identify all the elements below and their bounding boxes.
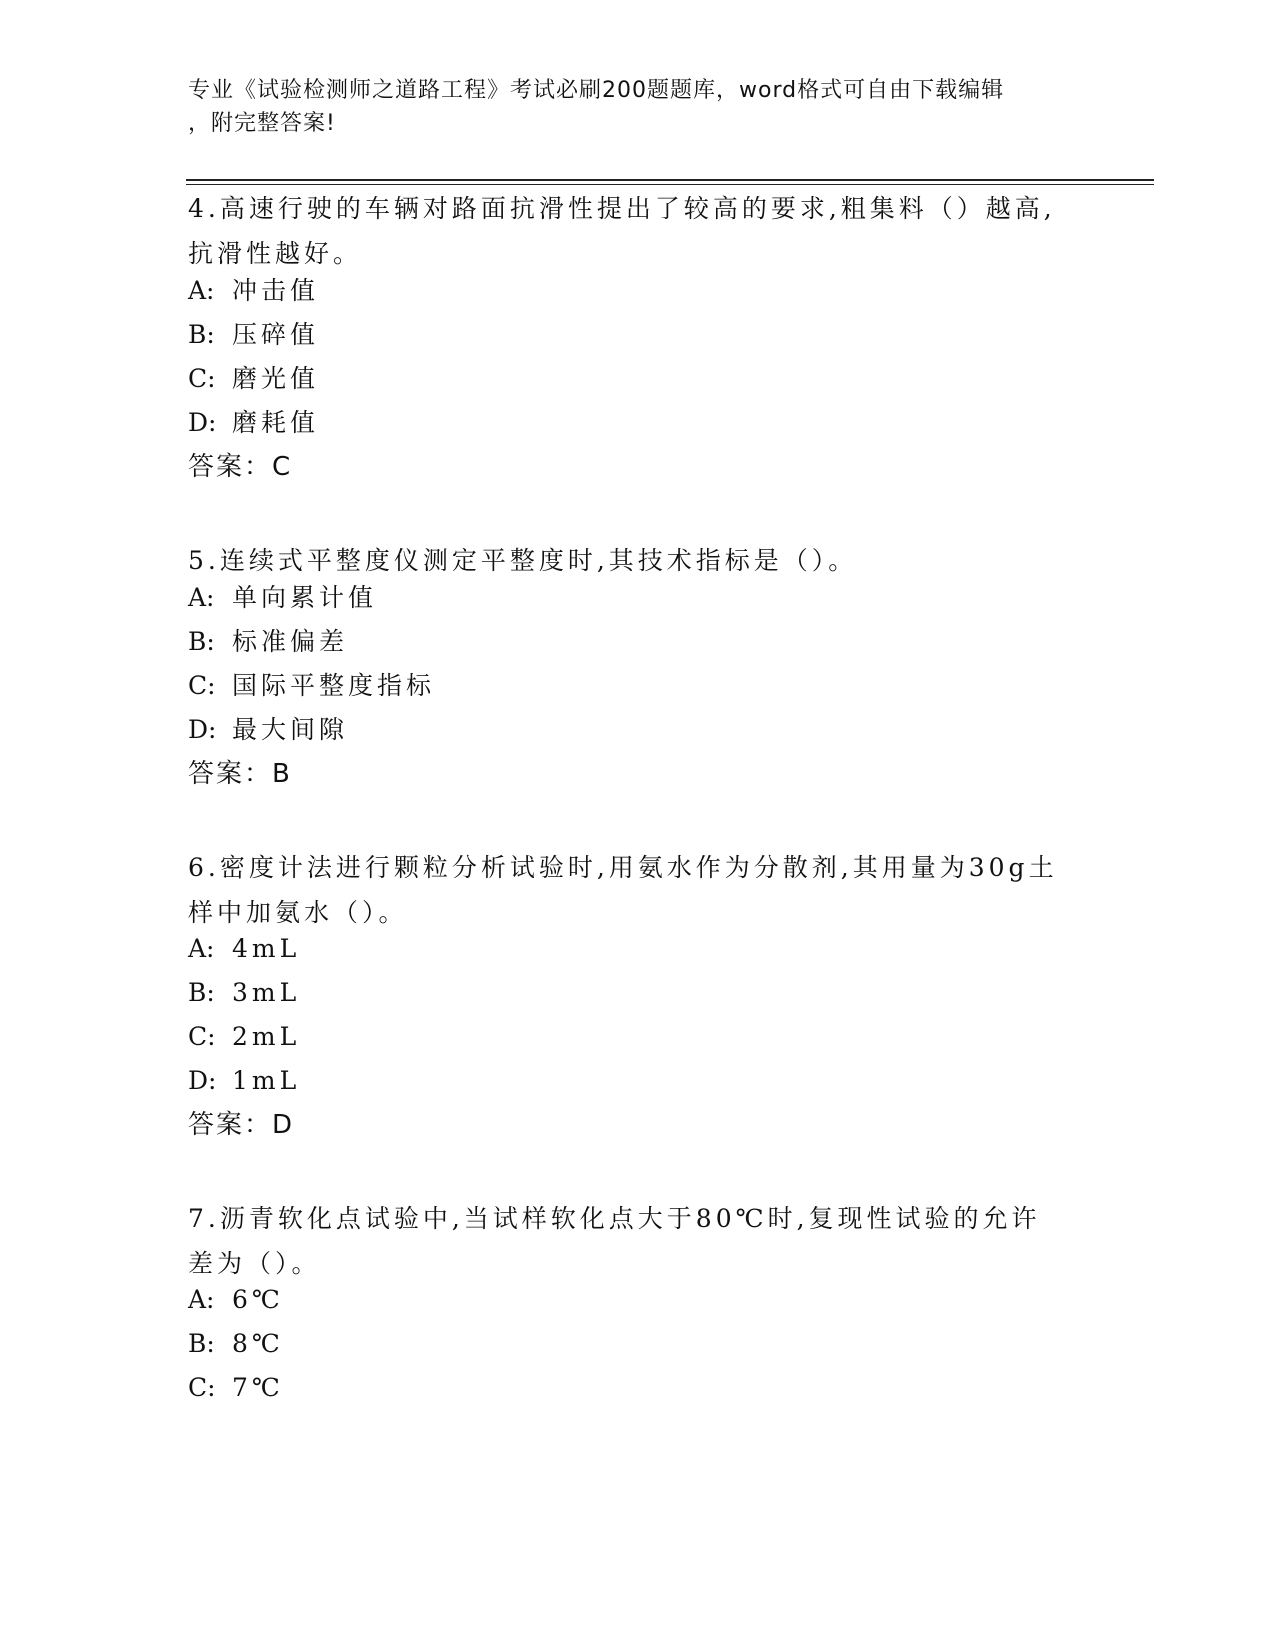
option-d (188, 407, 319, 439)
option-letter: B: (188, 1329, 215, 1358)
option-letter: A: (188, 934, 215, 963)
option-letter: D: (188, 1066, 217, 1095)
option-letter: C: (188, 1373, 216, 1402)
option-letter: C: (188, 671, 216, 700)
question-text: 7.沥青软化点试验中,当试样软化点大于80℃时,复现性试验的允许差为（）。 (188, 1204, 1041, 1278)
header-divider-thin (186, 184, 1154, 185)
header-divider-thick (186, 179, 1154, 181)
option-b (188, 1328, 284, 1360)
option-letter: B: (188, 978, 215, 1007)
option-letter: C: (188, 1022, 216, 1051)
option-d (188, 1065, 300, 1097)
option-text: 标准偏差 (232, 627, 349, 656)
option-c (188, 1372, 284, 1404)
question-text: 5.连续式平整度仪测定平整度时,其技术指标是（）。 (188, 546, 858, 575)
option-text: 国际平整度指标 (232, 671, 436, 700)
option-a (188, 933, 300, 965)
option-b (188, 977, 300, 1009)
answer-line: 答案：C (188, 452, 293, 482)
option-text: 7℃ (232, 1373, 284, 1402)
option-text: 冲击值 (232, 276, 320, 305)
option-text: 4mL (232, 934, 301, 963)
option-c (188, 1021, 300, 1053)
option-text: 2mL (232, 1022, 301, 1051)
option-b (188, 319, 319, 351)
option-letter: A: (188, 276, 215, 305)
option-text: 3mL (232, 978, 301, 1007)
option-text: 磨耗值 (232, 408, 320, 437)
option-text: 1mL (232, 1066, 301, 1095)
option-text: 磨光值 (232, 364, 320, 393)
option-a (188, 1284, 284, 1316)
answer-line: 答案：D (188, 1110, 295, 1140)
option-letter: A: (188, 1285, 215, 1314)
option-d (188, 714, 348, 746)
answer-line: 答案：B (188, 759, 292, 789)
option-letter: D: (188, 715, 217, 744)
option-a (188, 582, 377, 614)
document-header (188, 74, 1068, 140)
option-letter: D: (188, 408, 217, 437)
option-letter: C: (188, 364, 216, 393)
option-text: 压碎值 (232, 320, 320, 349)
question-text: 4.高速行驶的车辆对路面抗滑性提出了较高的要求,粗集料（）越高,抗滑性越好。 (188, 194, 1056, 268)
question-text: 6.密度计法进行颗粒分析试验时,用氨水作为分散剂,其用量为30g土样中加氨水（）。 (188, 853, 1058, 927)
option-a (188, 275, 319, 307)
option-c (188, 363, 319, 395)
option-letter: B: (188, 320, 215, 349)
option-text: 8℃ (232, 1329, 284, 1358)
option-letter: A: (188, 583, 215, 612)
option-letter: B: (188, 627, 215, 656)
option-text: 最大间隙 (232, 715, 349, 744)
header-line-1: 专业《试验检测师之道路工程》考试必刷200题题库，word格式可自由下载编辑 (188, 78, 1005, 103)
header-line-2: ，附完整答案! (188, 111, 336, 136)
option-text: 单向累计值 (232, 583, 378, 612)
option-b (188, 626, 348, 658)
option-text: 6℃ (232, 1285, 284, 1314)
option-c (188, 670, 435, 702)
